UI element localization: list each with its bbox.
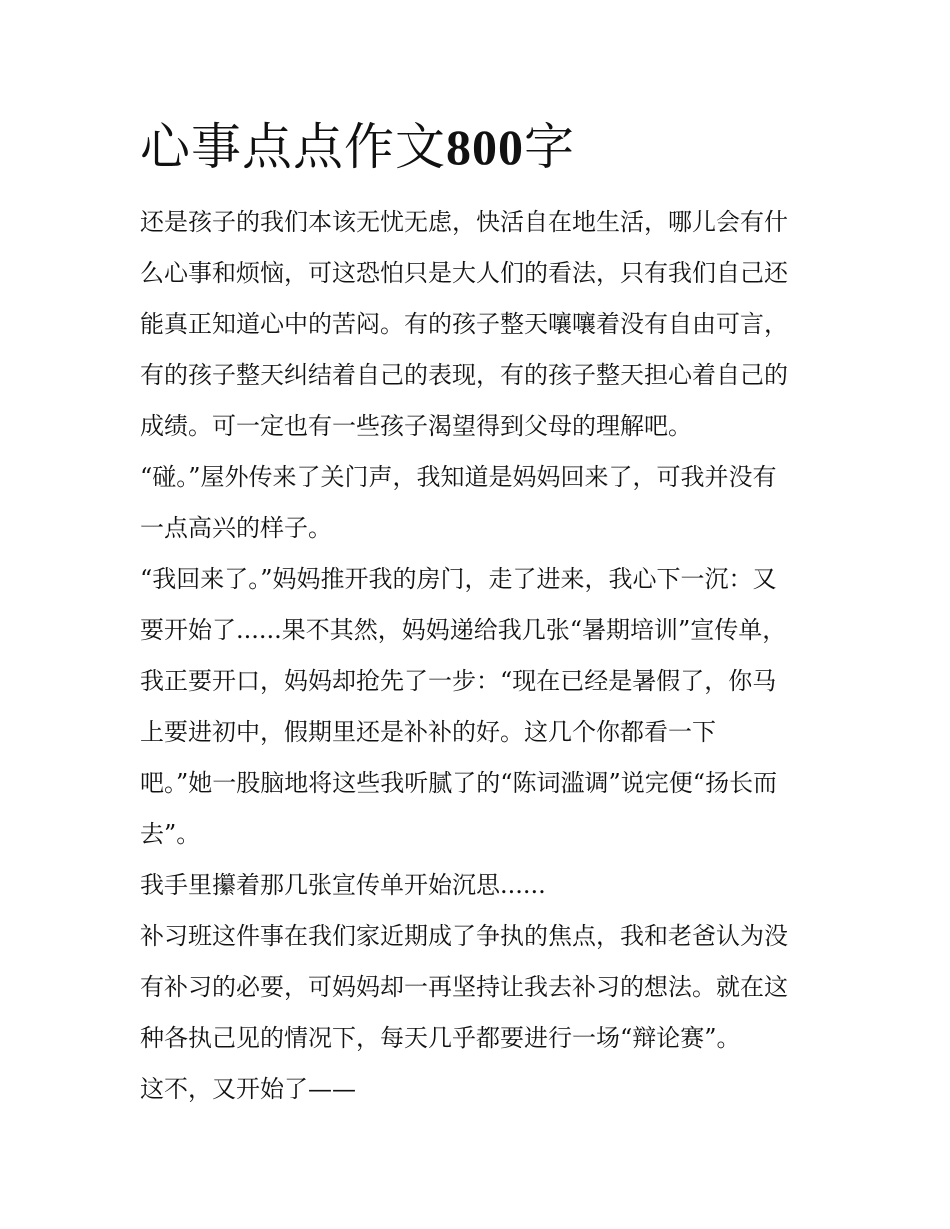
text-line: 吧。”她一股脑地将这些我听腻了的“陈词滥调”说完便“扬长而 <box>140 769 778 797</box>
text-line: 种各执己见的情况下，每天几乎都要进行一场“辩论赛”。 <box>140 1024 741 1052</box>
text-line: “我回来了。”妈妈推开我的房门，走了进来，我心下一沉：又 <box>140 565 777 593</box>
text-line: “碰。”屋外传来了关门声，我知道是妈妈回来了，可我并没有 <box>140 463 777 491</box>
text-line: 么心事和烦恼，可这恐怕只是大人们的看法，只有我们自己还 <box>140 259 788 287</box>
text-line: 有的孩子整天纠结着自己的表现，有的孩子整天担心着自己的 <box>140 361 788 389</box>
text-line: 上要进初中，假期里还是补补的好。这几个你都看一下 <box>140 718 716 746</box>
text-line: 要开始了......果不其然，妈妈递给我几张“暑期培训”宣传单， <box>140 616 787 644</box>
text-line: 成绩。可一定也有一些孩子渴望得到父母的理解吧。 <box>140 412 692 440</box>
text-line: 有补习的必要，可妈妈却一再坚持让我去补习的想法。就在这 <box>140 973 788 1001</box>
text-line: 能真正知道心中的苦闷。有的孩子整天嚷嚷着没有自由可言， <box>140 310 788 338</box>
document-title <box>140 114 575 180</box>
text-line: 这不，又开始了—— <box>140 1075 356 1103</box>
title-suffix: 字 <box>524 118 575 176</box>
text-line: 一点高兴的样子。 <box>140 514 332 542</box>
text-line: 我正要开口，妈妈却抢先了一步：“现在已经是暑假了，你马 <box>140 667 777 695</box>
title-number: 800 <box>446 119 524 175</box>
title-prefix: 心事点点作文 <box>140 118 446 176</box>
text-line: 我手里攥着那几张宣传单开始沉思...... <box>140 871 546 899</box>
text-line: 补习班这件事在我们家近期成了争执的焦点，我和老爸认为没 <box>140 922 788 950</box>
text-line: 去”。 <box>140 820 201 848</box>
text-line: 还是孩子的我们本该无忧无虑，快活自在地生活，哪儿会有什 <box>140 208 788 236</box>
